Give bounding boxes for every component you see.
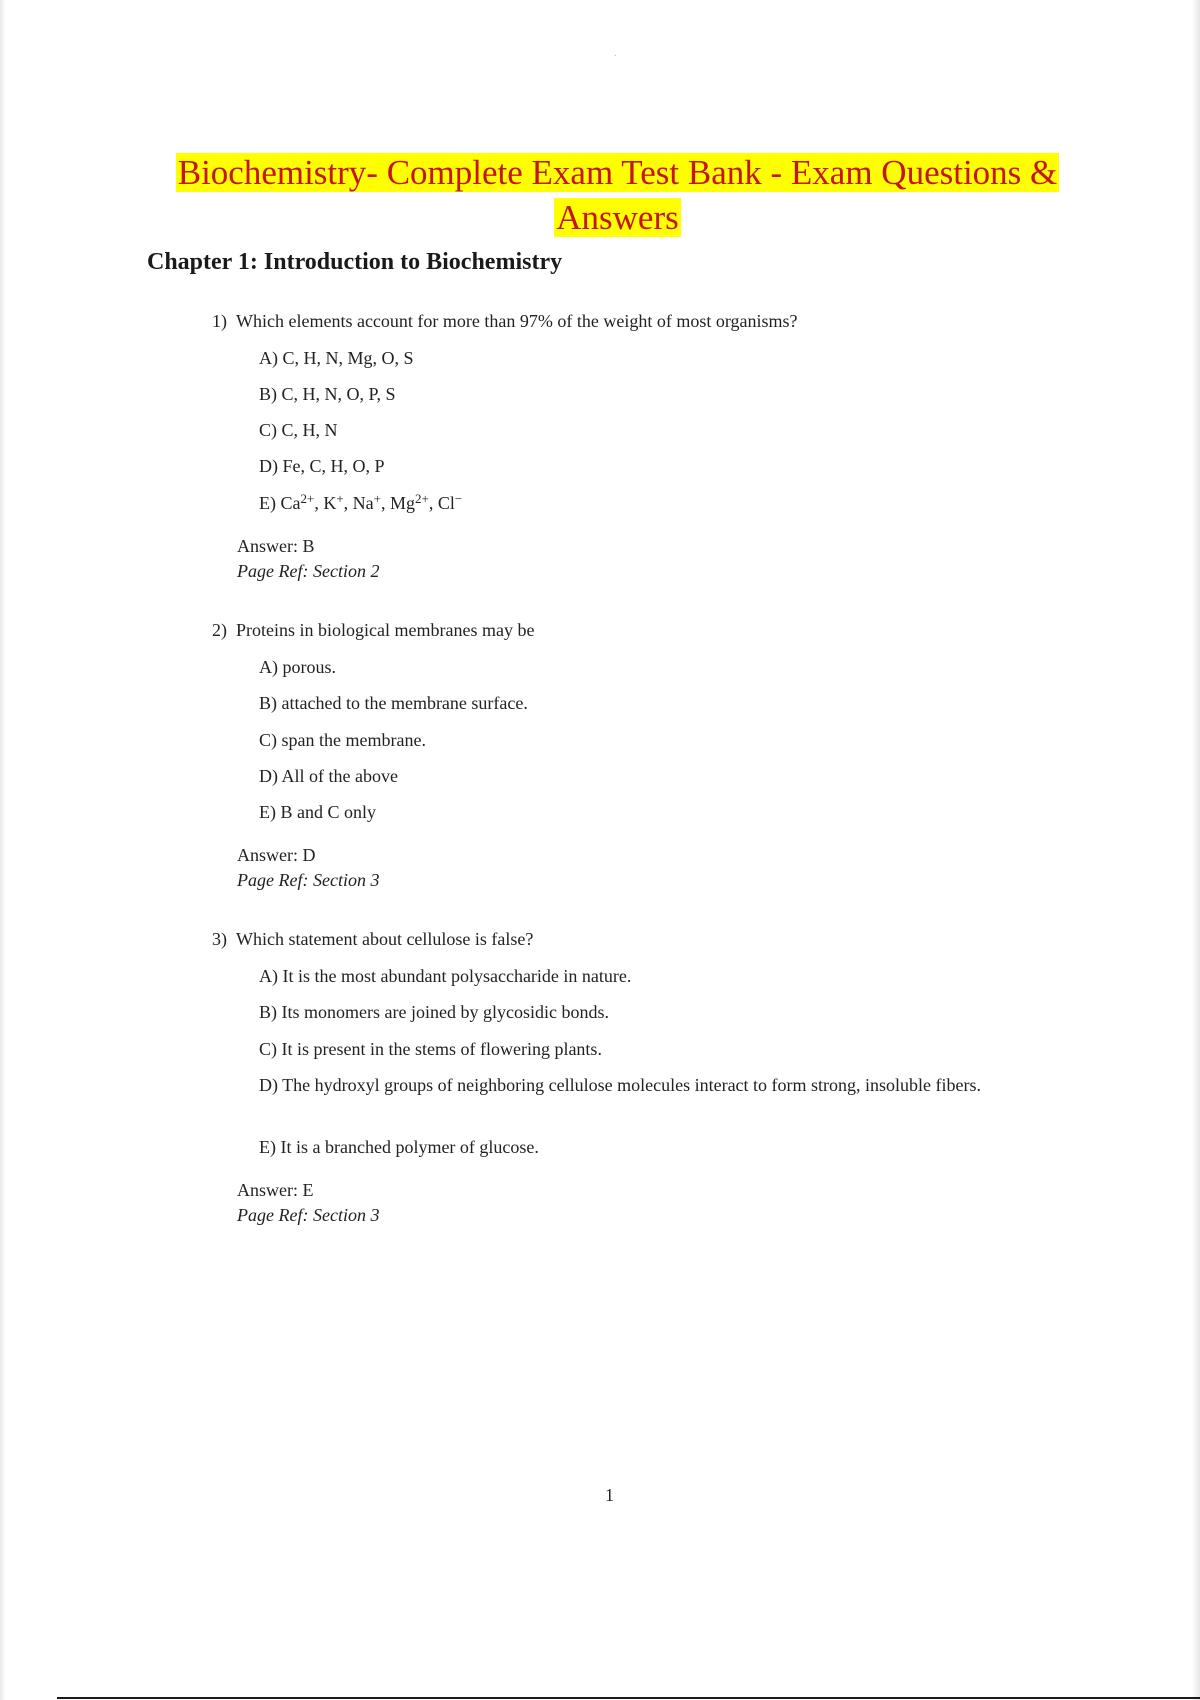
page-right-shadow <box>1192 0 1200 1700</box>
question-1 <box>212 311 798 332</box>
option-d: D) The hydroxyl groups of neighboring cellulose molecules interact to form strong, insoluble fibers. <box>259 1075 982 1095</box>
option-e-text-2: , K <box>314 493 337 513</box>
page-ref: Page Ref: Section 2 <box>237 561 380 581</box>
page-ref: Page Ref: Section 3 <box>237 1205 380 1225</box>
superscript-charge: − <box>454 491 463 506</box>
option-e-text-4: , Mg <box>381 493 416 513</box>
option-b: B) C, H, N, O, P, S <box>259 384 396 404</box>
option-a: A) It is the most abundant polysaccharide in nature. <box>259 966 632 986</box>
top-mark: . <box>614 48 617 59</box>
document-title <box>150 150 1085 240</box>
question-number: 1) <box>212 311 227 331</box>
option-e-text-5: , Cl <box>428 493 455 513</box>
superscript-charge: + <box>336 491 344 506</box>
option-c: C) It is present in the stems of flowering plants. <box>259 1039 602 1059</box>
option-e-text-1: E) Ca <box>259 493 301 513</box>
question-3 <box>212 929 533 950</box>
title-line-1: Biochemistry- Complete Exam Test Bank - Exam Questions & <box>177 153 1058 192</box>
option-c: C) C, H, N <box>259 420 338 440</box>
page-ref: Page Ref: Section 3 <box>237 870 380 890</box>
page-number: 1 <box>605 1485 614 1505</box>
option-e <box>259 490 462 517</box>
option-d: D) Fe, C, H, O, P <box>259 456 385 476</box>
question-text: Proteins in biological membranes may be <box>236 620 535 640</box>
option-d: D) All of the above <box>259 766 398 786</box>
question-number: 3) <box>212 929 227 949</box>
question-2 <box>212 620 534 641</box>
option-b: B) Its monomers are joined by glycosidic bonds. <box>259 1002 609 1022</box>
superscript-charge: + <box>373 491 382 506</box>
question-text: Which statement about cellulose is false? <box>236 929 534 949</box>
question-text: Which elements account for more than 97% of the weight of most organisms? <box>236 311 798 331</box>
option-a: A) porous. <box>259 657 336 677</box>
option-e-text-3: , Na <box>343 493 374 513</box>
answer: Answer: E <box>237 1180 314 1200</box>
answer: Answer: B <box>237 536 315 556</box>
bottom-divider <box>57 1697 1200 1699</box>
superscript-charge: 2+ <box>415 491 429 506</box>
title-line-2: Answers <box>556 198 679 237</box>
answer: Answer: D <box>237 845 316 865</box>
superscript-charge: 2+ <box>300 491 315 506</box>
option-b: B) attached to the membrane surface. <box>259 693 528 713</box>
option-e: E) B and C only <box>259 802 376 822</box>
option-c: C) span the membrane. <box>259 730 426 750</box>
page-left-shadow <box>0 0 6 1700</box>
question-number: 2) <box>212 620 227 640</box>
option-a: A) C, H, N, Mg, O, S <box>259 348 414 368</box>
chapter-heading: Chapter 1: Introduction to Biochemistry <box>147 249 563 275</box>
option-e: E) It is a branched polymer of glucose. <box>259 1137 539 1157</box>
